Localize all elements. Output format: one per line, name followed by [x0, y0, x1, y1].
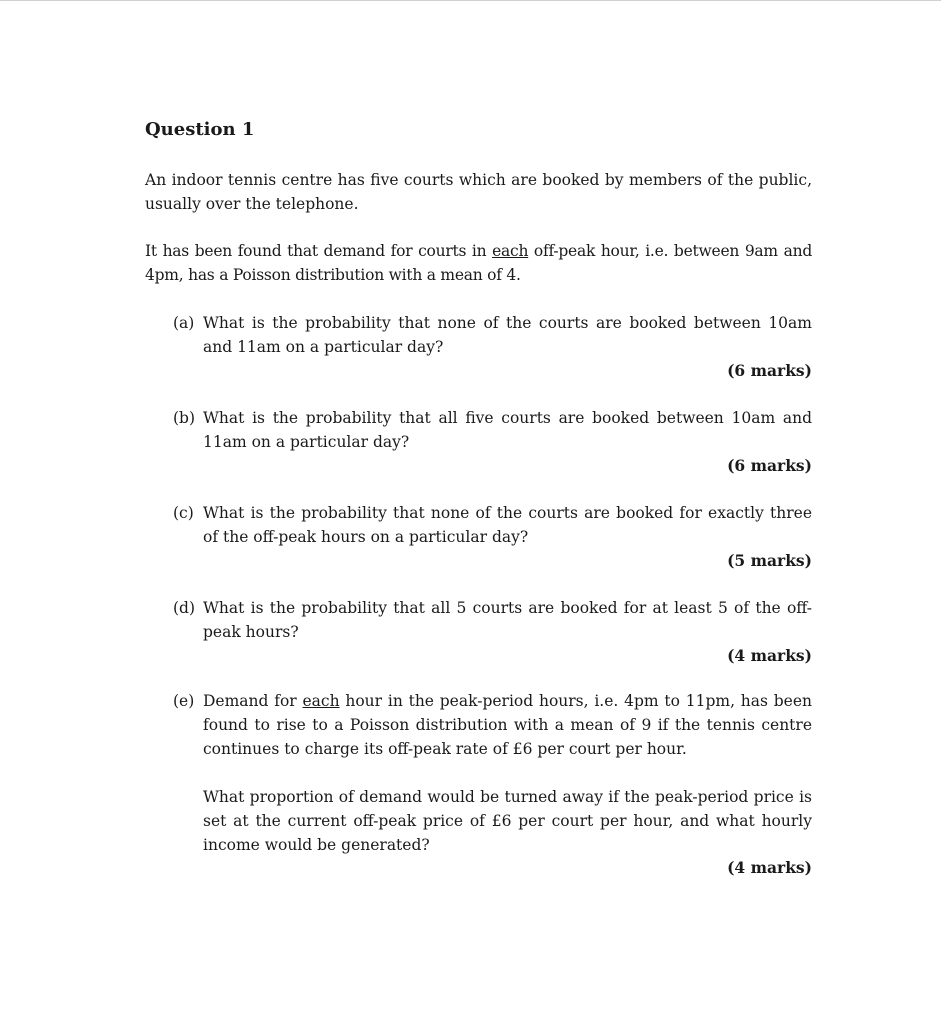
intro-text-before: It has been found that demand for courts in [145, 242, 493, 260]
part-c-label: (c) [173, 504, 194, 522]
part-b-label: (b) [173, 409, 196, 427]
part-b [173, 406, 812, 454]
part-a-text: What is the probability that none of the courts are booked between 10am and 11am on a particular day? [203, 314, 812, 356]
part-e-text-after: hour in the peak-period hours, i.e. 4pm to 11pm, has been found to rise to a Poisson distribution with a mean of 9 if the tennis centre continues to charge its off-peak rate of £6 per court per hour. [203, 692, 812, 758]
intro-paragraph-1: An indoor tennis centre has five courts which are booked by members of the public, usually over the telephone. [145, 171, 812, 213]
part-d [173, 596, 812, 644]
part-e-paragraph-2: What proportion of demand would be turned away if the peak-period price is set at the current off-peak price of £6 per court per hour, and what hourly income would be generated? [203, 788, 812, 854]
part-d-marks: (4 marks) [727, 646, 812, 665]
part-e-marks: (4 marks) [727, 858, 812, 877]
intro-paragraph-2 [145, 239, 812, 287]
intro-text-after: off-peak hour, i.e. between 9am and 4pm, has a Poisson distribution with a mean of 4. [145, 242, 812, 284]
part-e-text [203, 689, 812, 857]
part-c-marks: (5 marks) [727, 551, 812, 570]
part-e-paragraph-1 [203, 689, 812, 761]
intro-underlined-word: each [492, 242, 529, 260]
part-a-label: (a) [173, 314, 195, 332]
part-d-label: (d) [173, 599, 196, 617]
part-e-text-before: Demand for [203, 692, 303, 710]
part-c-text: What is the probability that none of the courts are booked for exactly three of the off-peak hours on a particular day? [203, 504, 812, 546]
part-b-marks: (6 marks) [727, 456, 812, 475]
part-c [173, 501, 812, 549]
question-title: Question 1 [145, 119, 255, 140]
part-e [173, 689, 812, 857]
part-e-underlined-word: each [302, 692, 340, 710]
part-e-label: (e) [173, 692, 195, 710]
part-a [173, 311, 812, 359]
part-a-marks: (6 marks) [727, 361, 812, 380]
part-b-text: What is the probability that all five courts are booked between 10am and 11am on a particular day? [203, 409, 812, 451]
part-d-text: What is the probability that all 5 courts are booked for at least 5 of the off-peak hours? [203, 599, 812, 641]
top-border [0, 0, 941, 1]
